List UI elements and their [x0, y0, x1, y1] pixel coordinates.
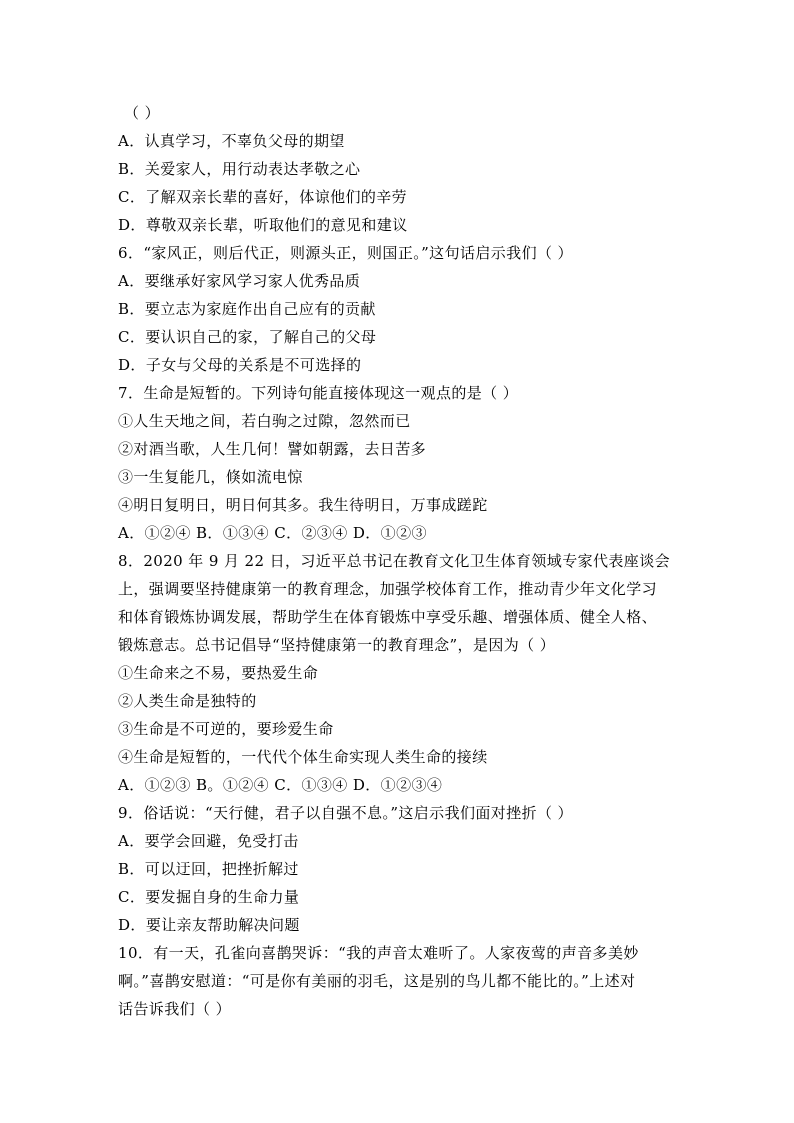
- question-8-text: 和体育锻炼协调发展，帮助学生在体育锻炼中享受乐趣、增强体质、健全人格、: [118, 608, 658, 626]
- statement-line: ③一生复能几，倏如流电惊: [118, 468, 303, 486]
- option-line: C．要认识自己的家，了解自己的父母: [118, 328, 377, 346]
- option-line: B．关爱家人，用行动表达孝敬之心: [118, 160, 361, 178]
- statement-line: ②人类生命是独特的: [118, 692, 257, 710]
- option-line: A．认真学习，不辜负父母的期望: [118, 132, 345, 150]
- question-bracket: （ ）: [124, 104, 160, 122]
- option-line: D．要让亲友帮助解决问题: [118, 916, 300, 934]
- option-line: C．了解双亲长辈的喜好，体谅他们的辛劳: [118, 188, 408, 206]
- option-line: D．子女与父母的关系是不可选择的: [118, 356, 362, 374]
- statement-line: ①人生天地之间，若白驹之过隙，忽然而已: [118, 412, 411, 430]
- statement-line: ②对酒当歌，人生几何！譬如朝露，去日苦多: [118, 440, 427, 458]
- statement-line: ④明日复明日，明日何其多。我生待明日，万事成蹉跎: [118, 496, 488, 514]
- question-8-text: 上，强调要坚持健康第一的教育理念，加强学校体育工作，推动青少年文化学习: [118, 580, 658, 598]
- question-8: 8．2020 年 9 月 22 日，习近平总书记在教育文化卫生体育领域专家代表座谈会: [118, 552, 670, 570]
- question-7: 7．生命是短暂的。下列诗句能直接体现这一观点的是（ ）: [118, 384, 519, 402]
- option-line: A．要学会回避，免受打击: [118, 832, 299, 850]
- question-10-text: 啊。”喜鹊安慰道：“可是你有美丽的羽毛，这是别的鸟儿都不能比的。”上述对: [118, 972, 636, 990]
- question-6: 6．“家风正，则后代正，则源头正，则国正。”这句话启示我们（ ）: [118, 244, 573, 262]
- question-8-text: 锻炼意志。总书记倡导“坚持健康第一的教育理念”，是因为（ ）: [118, 636, 556, 654]
- question-10-text: 话告诉我们（ ）: [118, 1000, 231, 1018]
- answer-options: A．①②④ B．①③④ C．②③④ D．①②③: [118, 524, 427, 542]
- statement-line: ③生命是不可逆的，要珍爱生命: [118, 720, 334, 738]
- option-line: B．要立志为家庭作出自己应有的贡献: [118, 300, 376, 318]
- statement-line: ④生命是短暂的，一代代个体生命实现人类生命的接续: [118, 748, 488, 766]
- option-line: D．尊敬双亲长辈，听取他们的意见和建议: [118, 216, 408, 234]
- option-line: A．要继承好家风学习家人优秀品质: [118, 272, 361, 290]
- statement-line: ①生命来之不易，要热爱生命: [118, 664, 319, 682]
- question-10: 10．有一天，孔雀向喜鹊哭诉：“我的声音太难听了。人家夜莺的声音多美妙: [118, 944, 639, 962]
- option-line: C．要发掘自身的生命力量: [118, 888, 300, 906]
- question-9: 9．俗话说：“天行健，君子以自强不息。”这启示我们面对挫折（ ）: [118, 804, 573, 822]
- answer-options: A．①②③ B。①②④ C．①③④ D．①②③④: [118, 776, 443, 794]
- option-line: B．可以迂回，把挫折解过: [118, 860, 299, 878]
